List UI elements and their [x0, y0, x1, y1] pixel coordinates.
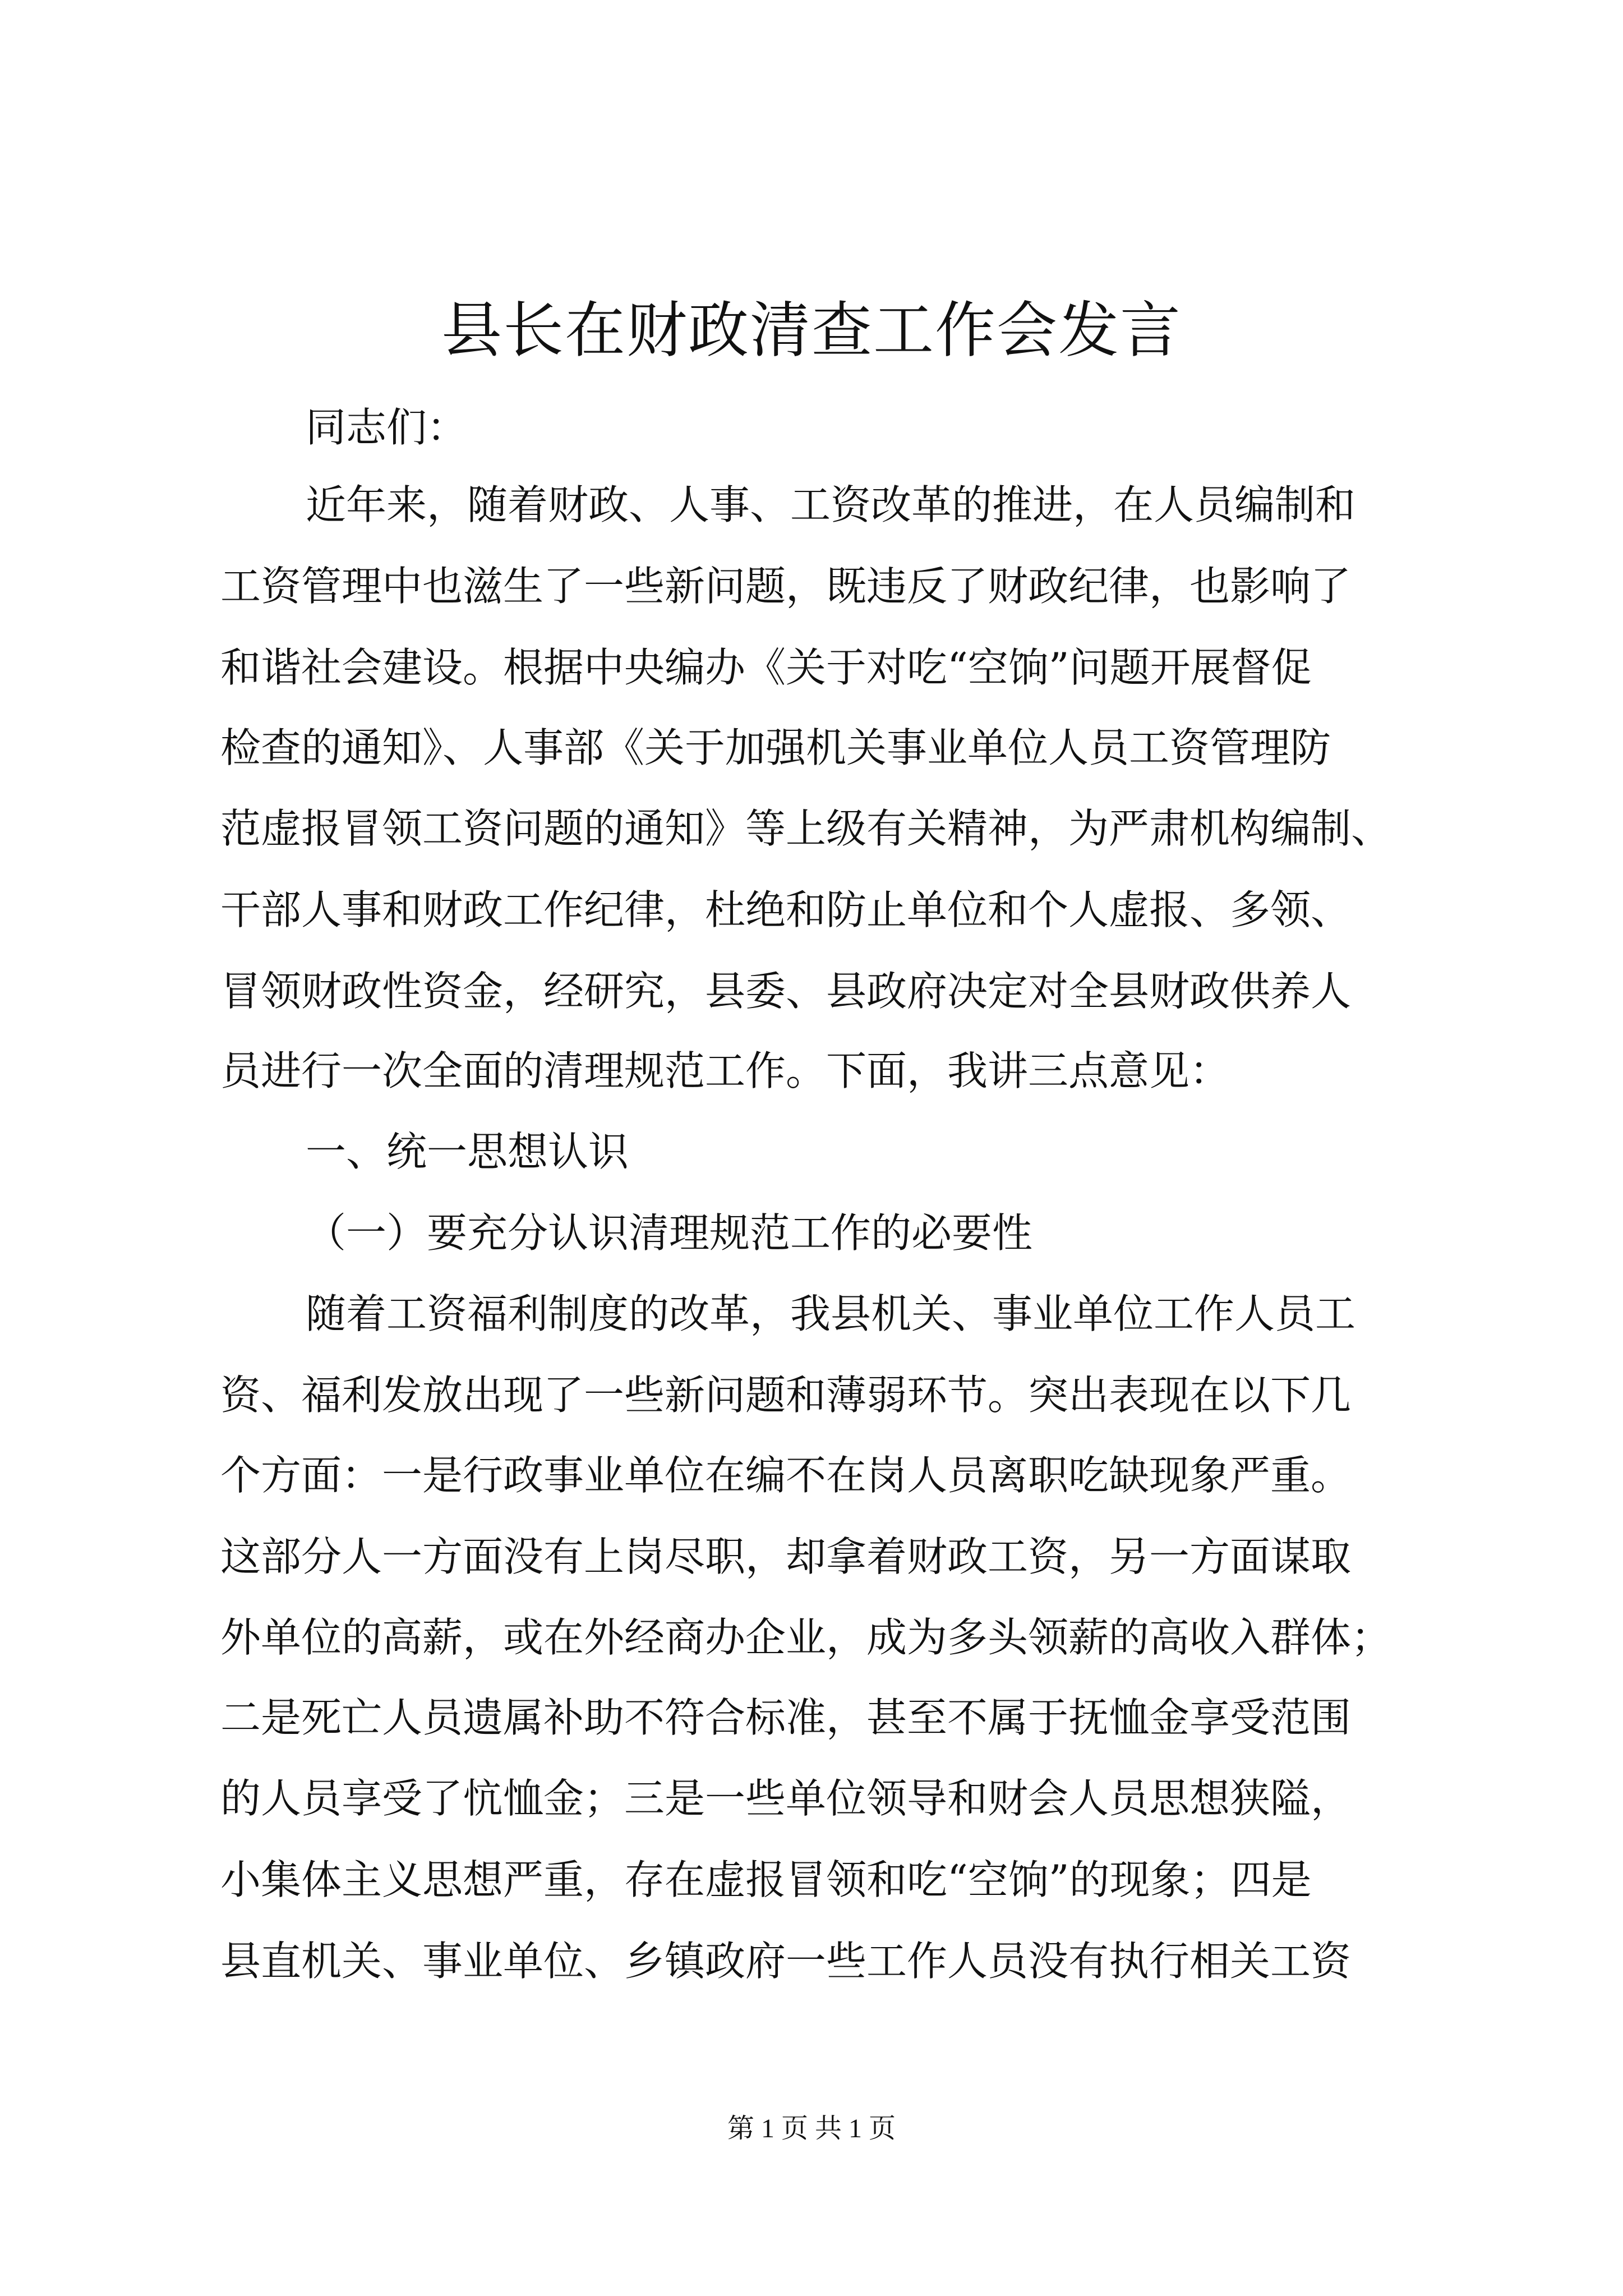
body-line: 和谐社会建设。根据中央编办《关于对吃“空饷”问题开展督促: [220, 644, 1312, 691]
body-line: 这部分人一方面没有上岗尽职，却拿着财政工资，另一方面谋取: [220, 1533, 1352, 1580]
body-line: 干部人事和财政工作纪律，杜绝和防止单位和个人虚报、多领、: [220, 886, 1352, 933]
body-line: 员进行一次全面的清理规范工作。下面，我讲三点意见：: [220, 1047, 1230, 1094]
body-line: 检查的通知》、人事部《关于加强机关事业单位人员工资管理防: [220, 724, 1331, 771]
section-heading: 一、统一思想认识: [306, 1128, 629, 1175]
body-line: 范虚报冒领工资问题的通知》等上级有关精神，为严肃机构编制、: [220, 805, 1392, 852]
body-line: 近年来，随着财政、人事、工资改革的推进，在人员编制和: [306, 481, 1356, 528]
body-line: 随着工资福利制度的改革，我县机关、事业单位工作人员工: [306, 1290, 1356, 1337]
salutation-line: 同志们：: [306, 404, 468, 451]
body-line: 个方面：一是行政事业单位在编不在岗人员离职吃缺现象严重。: [220, 1452, 1352, 1499]
body-line: 资、福利发放出现了一些新问题和薄弱环节。突出表现在以下几: [220, 1372, 1352, 1419]
body-line: 外单位的高薪，或在外经商办企业，成为多头领薪的高收入群体；: [220, 1614, 1392, 1661]
document-title: 县长在财政清查工作会发言: [441, 296, 1182, 366]
body-line: 冒领财政性资金，经研究，县委、县政府决定对全县财政供养人: [220, 968, 1352, 1015]
body-line: 工资管理中也滋生了一些新问题，既违反了财政纪律，也影响了: [220, 563, 1352, 610]
subsection-heading: （一）要充分认识清理规范工作的必要性: [306, 1209, 1033, 1257]
body-line: 的人员享受了忼恤金；三是一些单位领导和财会人员思想狭隘，: [220, 1775, 1352, 1822]
page-footer: 第 1 页 共 1 页: [727, 2114, 896, 2143]
body-line: 小集体主义思想严重，存在虚报冒领和吃“空饷”的现象；四是: [220, 1856, 1312, 1903]
body-line: 二是死亡人员遗属补助不符合标准，甚至不属于抚恤金享受范围: [220, 1694, 1352, 1741]
body-line: 县直机关、事业单位、乡镇政府一些工作人员没有执行相关工资: [220, 1938, 1352, 1985]
